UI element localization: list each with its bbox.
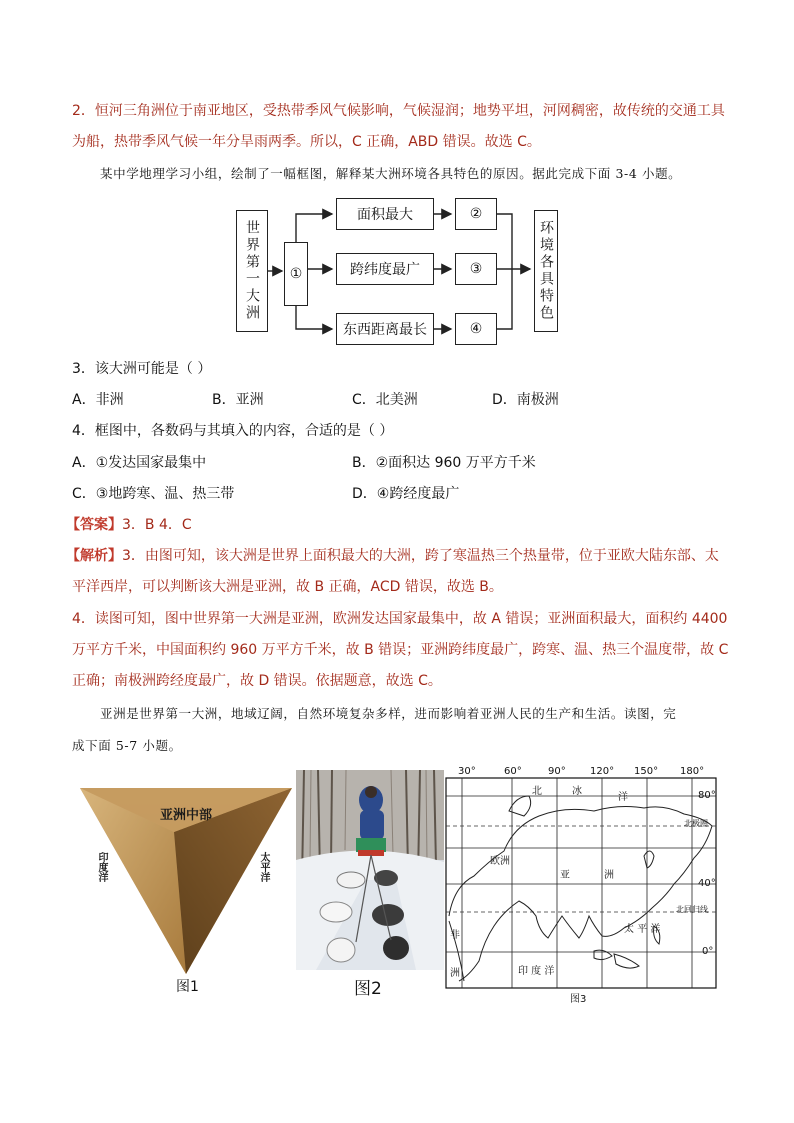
lon-90: 90° — [548, 766, 566, 777]
lon-60: 60° — [504, 766, 522, 777]
label-asia-zhou: 洲 — [604, 870, 614, 881]
label-pacific: 太 平 洋 — [624, 924, 661, 935]
label-arctic-circle: 北极圈 — [684, 819, 708, 828]
label-arctic-bing: 冰 — [572, 786, 582, 797]
answer-line — [66, 510, 192, 541]
lat-40: 40° — [698, 878, 716, 889]
label-africa-fei: 非 — [450, 930, 460, 941]
lon-180: 180° — [680, 766, 705, 777]
fc-left-box: 世界第一大洲 — [236, 210, 268, 332]
pyramid-top-label: 亚洲中部 — [160, 808, 213, 823]
label-arctic-bei: 北 — [532, 786, 542, 797]
fc-circle-1-box: ① — [284, 242, 308, 306]
figure-3-map — [444, 766, 722, 1006]
figure-2-caption: 图2 — [354, 979, 382, 999]
label-europe: 欧洲 — [490, 856, 510, 867]
figure-1-pyramid — [76, 784, 296, 994]
q3-stem: 3．该大洲可能是（ ） — [72, 361, 212, 377]
analysis-tag: 【解析】 — [66, 548, 122, 564]
dog-sled-image — [296, 770, 444, 970]
intro-5-7-line-1: 亚洲是世界第一大洲，地域辽阔，自然环境复杂多样，进而影响着亚洲人民的生产和生活。读图，完 — [100, 706, 677, 721]
q3-option-d: D．南极洲 — [492, 392, 559, 408]
figure-3-caption: 图3 — [570, 994, 587, 1005]
label-arctic-yang: 洋 — [618, 792, 628, 803]
intro-5-7-line-2: 成下面 5-7 小题。 — [72, 738, 182, 753]
fc-box-top: 面积最大 — [336, 198, 434, 230]
q3-option-b: B．亚洲 — [212, 392, 264, 408]
q4-option-c: C．③地跨寒、温、热三带 — [72, 486, 235, 502]
pyramid-right-label: 太平洋 — [258, 852, 269, 882]
analysis-line-5: 正确；南极洲跨经度最广，故 D 错误。依据题意，故选 C。 — [72, 673, 442, 689]
answer-text: 3．B 4．C — [122, 517, 192, 533]
fc-num-top: ② — [455, 198, 497, 230]
fc-num-mid: ③ — [455, 253, 497, 285]
label-asia-ya: 亚 — [560, 870, 570, 881]
lon-120: 120° — [590, 766, 615, 777]
fc-box-bot: 东西距离最长 — [336, 313, 434, 345]
fc-right-box: 环境各具特色 — [534, 210, 558, 332]
fc-box-mid: 跨纬度最广 — [336, 253, 434, 285]
intro-3-4: 某中学地理学习小组，绘制了一幅框图，解释某大洲环境各具特色的原因。据此完成下面 3-4 小题。 — [100, 166, 682, 181]
analysis-line-3: 4．读图可知，图中世界第一大洲是亚洲，欧洲发达国家最集中，故 A 错误；亚洲面积最大，面积约 4400 — [72, 611, 728, 627]
analysis-text-1: 3．由图可知，该大洲是世界上面积最大的大洲，跨了寒温热三个热量带，位于亚欧大陆东部、太 — [122, 548, 719, 564]
label-africa-zhou: 洲 — [450, 968, 460, 979]
analysis-line-4: 万平方千米，中国面积约 960 万平方千米，故 B 错误；亚洲跨纬度最广，跨寒、温、热三个温度带，故 C — [72, 642, 729, 658]
figure-2-photo — [296, 770, 444, 999]
q3-option-c: C．北美洲 — [352, 392, 418, 408]
analysis-line-2: 平洋西岸，可以判断该大洲是亚洲，故 B 正确，ACD 错误，故选 B。 — [72, 579, 503, 595]
fc-num-bot: ④ — [455, 313, 497, 345]
analysis-line-1 — [66, 541, 756, 572]
q4-stem: 4．框图中，各数码与其填入的内容，合适的是（ ） — [72, 423, 394, 439]
label-tropic-cancer: 北回归线 — [676, 905, 708, 914]
answer-tag: 【答案】 — [66, 517, 122, 533]
q4-option-d: D．④跨经度最广 — [352, 486, 460, 502]
figure-1-caption: 图1 — [176, 979, 199, 995]
q2-line-1: 2．恒河三角洲位于南亚地区，受热带季风气候影响，气候湿润；地势平坦，河网稠密，故传统的交通工具 — [72, 103, 725, 119]
lat-80: 80° — [698, 790, 716, 801]
pyramid-left-label: 印度洋 — [96, 852, 107, 882]
label-indian-ocean: 印 度 洋 — [518, 966, 555, 977]
q4-option-b: B．②面积达 960 万平方千米 — [352, 455, 536, 471]
q3-option-a: A．非洲 — [72, 392, 124, 408]
lat-0: 0° — [702, 946, 714, 957]
q2-line-2: 为船，热带季风气候一年分旱雨两季。所以，C 正确，ABD 错误。故选 C。 — [72, 134, 541, 150]
asia-map — [444, 766, 722, 992]
q4-option-a: A．①发达国家最集中 — [72, 455, 207, 471]
lon-150: 150° — [634, 766, 659, 777]
lon-30: 30° — [458, 766, 476, 777]
